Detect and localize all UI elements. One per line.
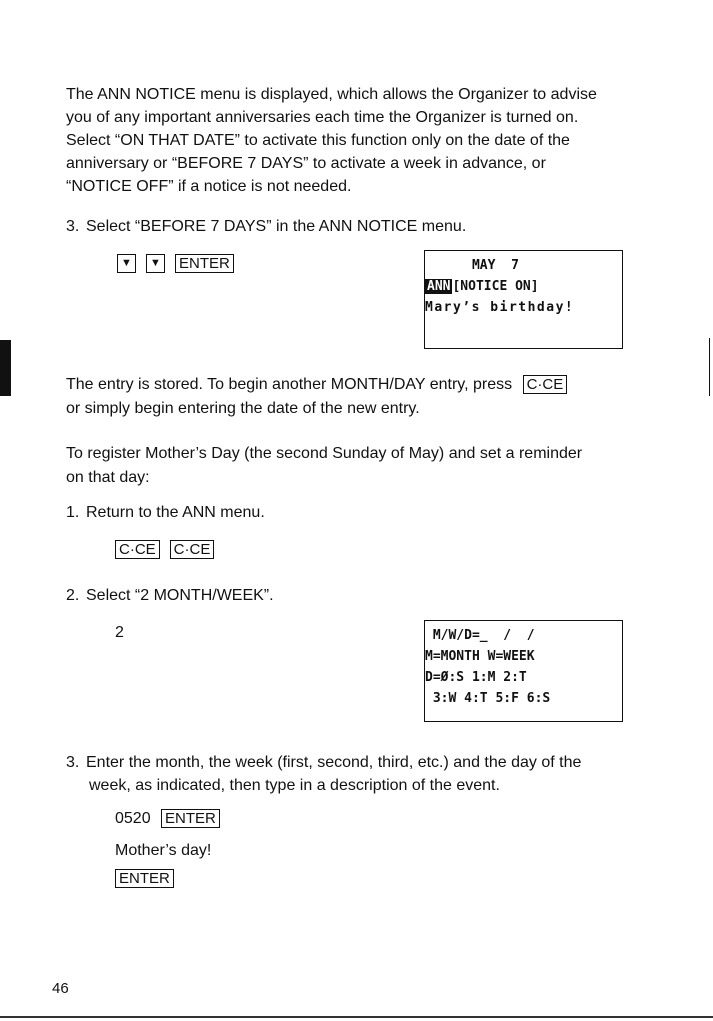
step-text: Return to the ANN menu.: [86, 504, 265, 521]
intro-line-2: you of any important anniversaries each time the Organizer is turned on.: [66, 109, 579, 126]
intro-line-4: anniversary or “BEFORE 7 DAYS” to activate a week in advance, or: [66, 155, 546, 172]
stored-text: The entry is stored. To begin another MONTH/DAY entry, press: [66, 376, 513, 393]
input-2: 2: [115, 624, 124, 641]
page-edge-marker: [0, 340, 11, 396]
cce-key: C·CE: [170, 540, 215, 559]
down-arrow-key-icon: ▼: [146, 254, 165, 273]
intro-line-5: “NOTICE OFF” if a notice is not needed.: [66, 178, 352, 195]
down-arrow-key-icon: ▼: [117, 254, 136, 273]
step-number: 2.: [66, 587, 80, 604]
lcd-row-notice: [425, 276, 622, 297]
cce-key: C·CE: [523, 375, 568, 394]
intro-line-3: Select “ON THAT DATE” to activate this function only on the date of the: [66, 132, 570, 149]
page-edge-line: [709, 338, 710, 396]
intro-line-1: The ANN NOTICE menu is displayed, which allows the Organizer to advise: [66, 86, 597, 103]
step-text: Select “BEFORE 7 DAYS” in the ANN NOTICE menu.: [86, 218, 467, 235]
bottom-rule: [0, 1016, 713, 1018]
step-1-return: [66, 502, 265, 525]
entry-code-line: [115, 808, 220, 831]
notice-status: [NOTICE ON]: [452, 279, 539, 294]
enter-key: ENTER: [161, 809, 220, 828]
step-text: Enter the month, the week (first, second, third, etc.) and the day of the: [86, 754, 582, 771]
stored-line-2: or simply begin entering the date of the new entry.: [66, 400, 420, 417]
lcd-display-ann-notice: [424, 250, 623, 349]
lcd-display-month-week: [424, 620, 623, 722]
register-line-2: on that day:: [66, 469, 150, 486]
step-3-select-before: [66, 216, 466, 239]
cce-key: C·CE: [115, 540, 160, 559]
step-number: 3.: [66, 218, 80, 235]
step-2-select-month-week: [66, 585, 274, 608]
enter-key: ENTER: [175, 254, 234, 273]
lcd-row-description: Mary’s birthday!: [425, 300, 575, 315]
step-3-line-2: week, as indicated, then type in a description of the event.: [89, 777, 500, 794]
step-number: 1.: [66, 504, 80, 521]
lcd-row-date: MAY 7: [425, 258, 519, 273]
lcd-row-3: D=Ø:S 1:M 2:T: [425, 670, 527, 685]
key-sequence-1: [117, 254, 234, 273]
page-number: 46: [52, 980, 69, 997]
ann-indicator: ANN: [427, 279, 451, 294]
lcd-row-1: M/W/D=_ / /: [425, 628, 535, 643]
key-sequence-2: [115, 540, 214, 559]
entry-description: Mother’s day!: [115, 842, 212, 859]
lcd-row-2: M=MONTH W=WEEK: [425, 649, 535, 664]
step-text: Select “2 MONTH/WEEK”.: [86, 587, 274, 604]
lcd-row-4: 3:W 4:T 5:F 6:S: [425, 691, 551, 706]
enter-key: ENTER: [115, 869, 174, 888]
entry-code: 0520: [115, 810, 151, 827]
step-3-enter-month-week: [66, 752, 581, 775]
register-line-1: To register Mother’s Day (the second Sunday of May) and set a reminder: [66, 445, 583, 462]
step-number: 3.: [66, 754, 80, 771]
entry-enter-line: [115, 868, 174, 891]
stored-line-1: [66, 374, 567, 397]
